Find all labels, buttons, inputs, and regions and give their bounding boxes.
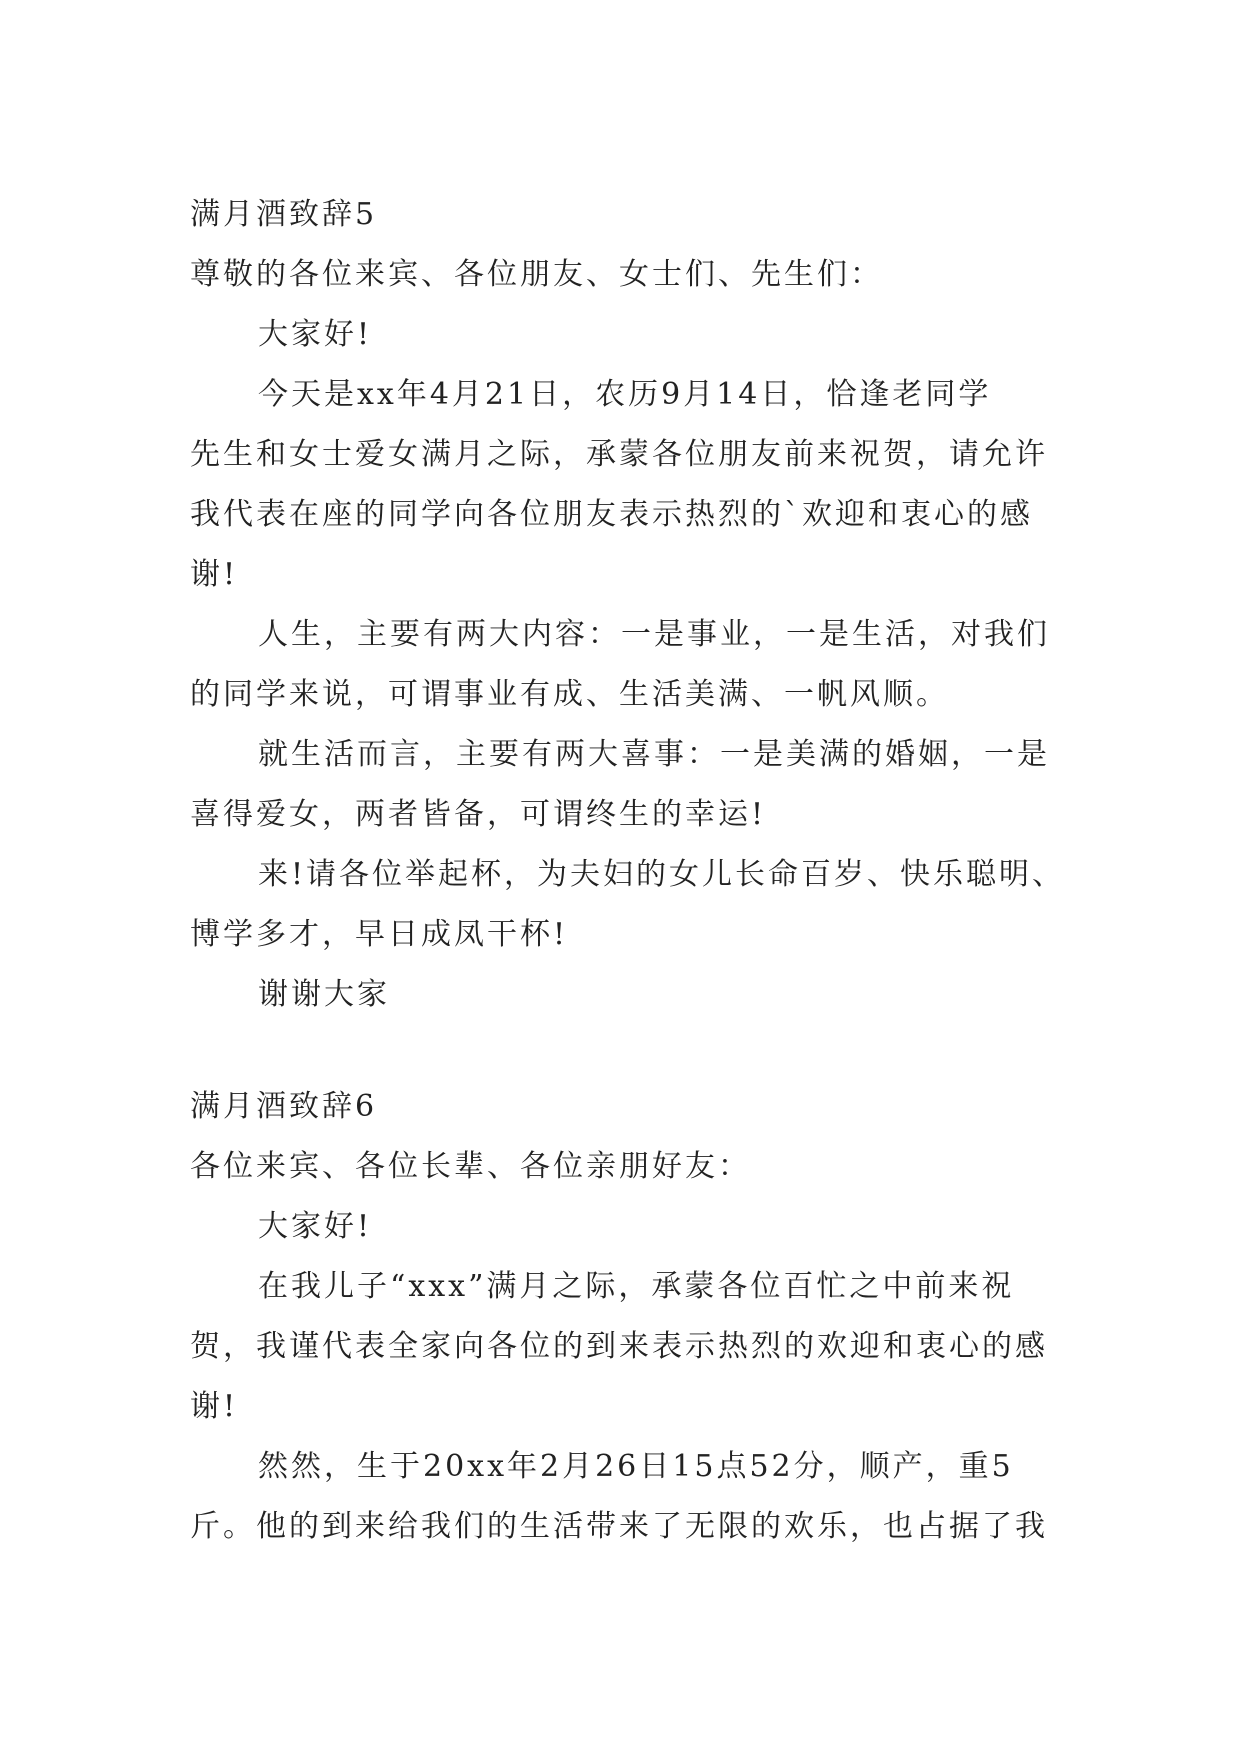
- section-5-paragraph-1-line-1: 今天是xx年4月21日，农历9月14日，恰逢老同学: [258, 377, 992, 412]
- section-5-paragraph-3-line-2: 喜得爱女，两者皆备，可谓终生的幸运!: [190, 797, 767, 832]
- section-gap: [190, 1025, 1070, 1077]
- section-6-paragraph-1-line-2: 贺，我谨代表全家向各位的到来表示热烈的欢迎和衷心的感: [190, 1329, 1048, 1364]
- section-5-paragraph-1-line-2: 先生和女士爱女满月之际，承蒙各位朋友前来祝贺，请允许: [190, 437, 1048, 472]
- section-5-greeting: 大家好!: [258, 317, 373, 352]
- section-6-paragraph-1-line-1: 在我儿子“xxx”满月之际，承蒙各位百忙之中前来祝: [258, 1269, 1015, 1304]
- section-6-paragraph-2-line-2: 斤。他的到来给我们的生活带来了无限的欢乐，也占据了我: [190, 1509, 1048, 1544]
- section-6-paragraph-2-line-1: 然然，生于20xx年2月26日15点52分，顺产，重5: [258, 1449, 1014, 1484]
- section-5-closing: 谢谢大家: [258, 977, 390, 1012]
- section-5-title: 满月酒致辞5: [190, 197, 378, 232]
- section-5-salutation: 尊敬的各位来宾、各位朋友、女士们、先生们：: [190, 257, 883, 292]
- section-6-paragraph-1-line-3: 谢!: [190, 1389, 239, 1424]
- section-5-paragraph-4-line-1: 来!请各位举起杯，为夫妇的女儿长命百岁、快乐聪明、: [258, 857, 1066, 892]
- section-6-greeting: 大家好!: [258, 1209, 373, 1244]
- section-6-salutation: 各位来宾、各位长辈、各位亲朋好友：: [190, 1149, 751, 1184]
- section-5-paragraph-4-line-2: 博学多才，早日成凤干杯!: [190, 917, 569, 952]
- section-5-paragraph-2-line-1: 人生，主要有两大内容：一是事业，一是生活，对我们: [258, 617, 1050, 652]
- section-5-paragraph-3-line-1: 就生活而言，主要有两大喜事：一是美满的婚姻，一是: [258, 737, 1050, 772]
- section-5-paragraph-1-line-3: 我代表在座的同学向各位朋友表示热烈的`欢迎和衷心的感: [190, 497, 1033, 532]
- section-6-title: 满月酒致辞6: [190, 1089, 378, 1124]
- section-5-paragraph-1-line-4: 谢!: [190, 557, 239, 592]
- section-5-paragraph-2-line-2: 的同学来说，可谓事业有成、生活美满、一帆风顺。: [190, 677, 949, 712]
- document-body: [190, 185, 1070, 1557]
